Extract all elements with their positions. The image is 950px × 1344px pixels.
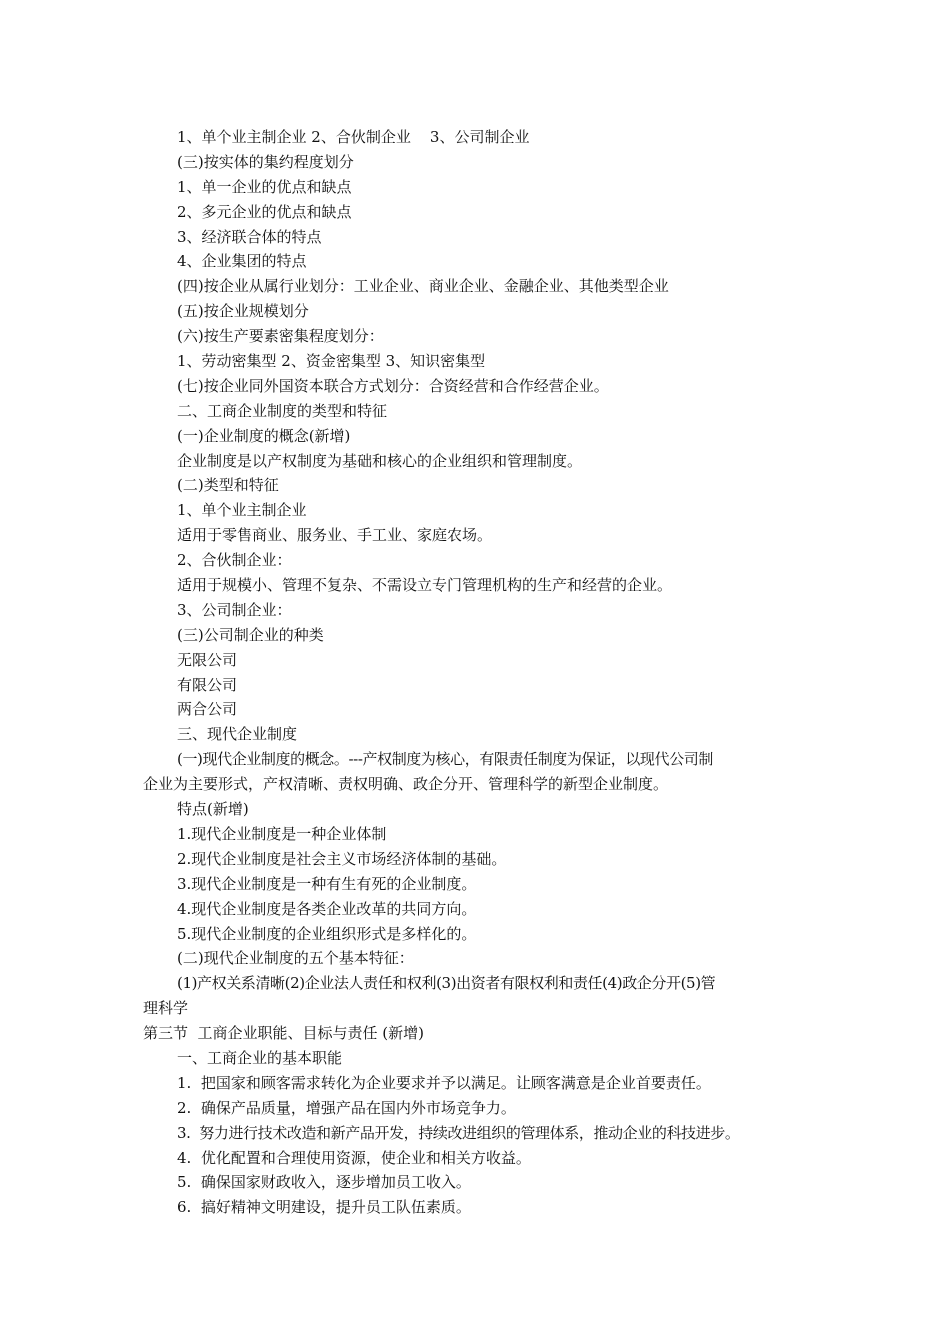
text-line: 2、多元企业的优点和缺点 — [177, 202, 352, 221]
chapter-heading: 一、工商企业的基本职能 — [177, 1048, 343, 1067]
list-item: 1. 把国家和顾客需求转化为企业要求并予以满足。让顾客满意是企业首要责任。 — [177, 1073, 711, 1092]
text-line: 适用于规模小、管理不复杂、不需设立专门管理机构的生产和经营的企业。 — [177, 576, 673, 595]
section-heading: (二)类型和特征 — [177, 476, 279, 495]
text-line: 两合公司 — [177, 700, 238, 719]
text-line: 有限公司 — [177, 675, 238, 694]
paragraph-line: (1)产权关系清晰(2)企业法人责任和权利(3)出资者有限权利和责任(4)政企分开(5)管 — [177, 974, 716, 993]
paragraph-line: (一)现代企业制度的概念。---产权制度为核心，有限责任制度为保证，以现代公司制 — [177, 750, 713, 769]
text-line: 适用于零售商业、服务业、手工业、家庭农场。 — [177, 526, 493, 545]
text-line: 无限公司 — [177, 650, 238, 669]
text-line: 1、单一企业的优点和缺点 — [177, 177, 352, 196]
section-heading: (一)企业制度的概念(新增) — [177, 426, 351, 445]
text-line: 4、企业集团的特点 — [177, 252, 307, 271]
chapter-heading: 三、现代企业制度 — [177, 725, 298, 744]
section-heading: (五)按企业规模划分 — [177, 302, 309, 321]
text-line: 3、经济联合体的特点 — [177, 227, 322, 246]
chapter-heading: 二、工商企业制度的类型和特征 — [177, 401, 388, 420]
text-line: 1、单个业主制企业 2、合伙制企业 3、公司制企业 — [177, 128, 530, 146]
document-page — [0, 125, 950, 1220]
section-heading: (七)按企业同外国资本联合方式划分：合资经营和合作经营企业。 — [177, 376, 609, 395]
list-item: 5.现代企业制度的企业组织形式是多样化的。 — [177, 924, 477, 943]
text-line: 2、合伙制企业： — [177, 551, 292, 570]
list-item: 4.现代企业制度是各类企业改革的共同方向。 — [177, 899, 477, 918]
paragraph-continuation: 理科学 — [143, 999, 189, 1018]
list-item: 6. 搞好精神文明建设，提升员工队伍素质。 — [177, 1198, 471, 1217]
text-line: 企业制度是以产权制度为基础和核心的企业组织和管理制度。 — [177, 451, 583, 470]
paragraph-continuation: 企业为主要形式，产权清晰、责权明确、政企分开、管理科学的新型企业制度。 — [143, 775, 669, 794]
list-item: 5. 确保国家财政收入，逐步增加员工收入。 — [177, 1173, 471, 1192]
list-item: 3.现代企业制度是一种有生有死的企业制度。 — [177, 874, 477, 893]
section-heading: (六)按生产要素密集程度划分： — [177, 327, 384, 346]
section-heading: (二)现代企业制度的五个基本特征： — [177, 949, 414, 968]
text-line: 1、劳动密集型 2、资金密集型 3、知识密集型 — [177, 352, 486, 371]
section-heading: (三)按实体的集约程度划分 — [177, 152, 354, 171]
list-item: 1.现代企业制度是一种企业体制 — [177, 824, 387, 843]
text-line: 1、单个业主制企业 — [177, 501, 307, 520]
list-item: 2.现代企业制度是社会主义市场经济体制的基础。 — [177, 849, 507, 868]
list-item: 2. 确保产品质量，增强产品在国内外市场竞争力。 — [177, 1098, 516, 1117]
list-item: 4. 优化配置和合理使用资源，使企业和相关方收益。 — [177, 1148, 531, 1167]
section-heading: (四)按企业从属行业划分：工业企业、商业企业、金融企业、其他类型企业 — [177, 277, 669, 296]
section-heading: 特点(新增) — [177, 800, 249, 819]
text-line: 3、公司制企业： — [177, 600, 292, 619]
list-item: 3. 努力进行技术改造和新产品开发，持续改进组织的管理体系，推动企业的科技进步。 — [177, 1123, 740, 1142]
section-title: 第三节 工商企业职能、目标与责任 (新增) — [143, 1024, 425, 1043]
section-heading: (三)公司制企业的种类 — [177, 625, 324, 644]
